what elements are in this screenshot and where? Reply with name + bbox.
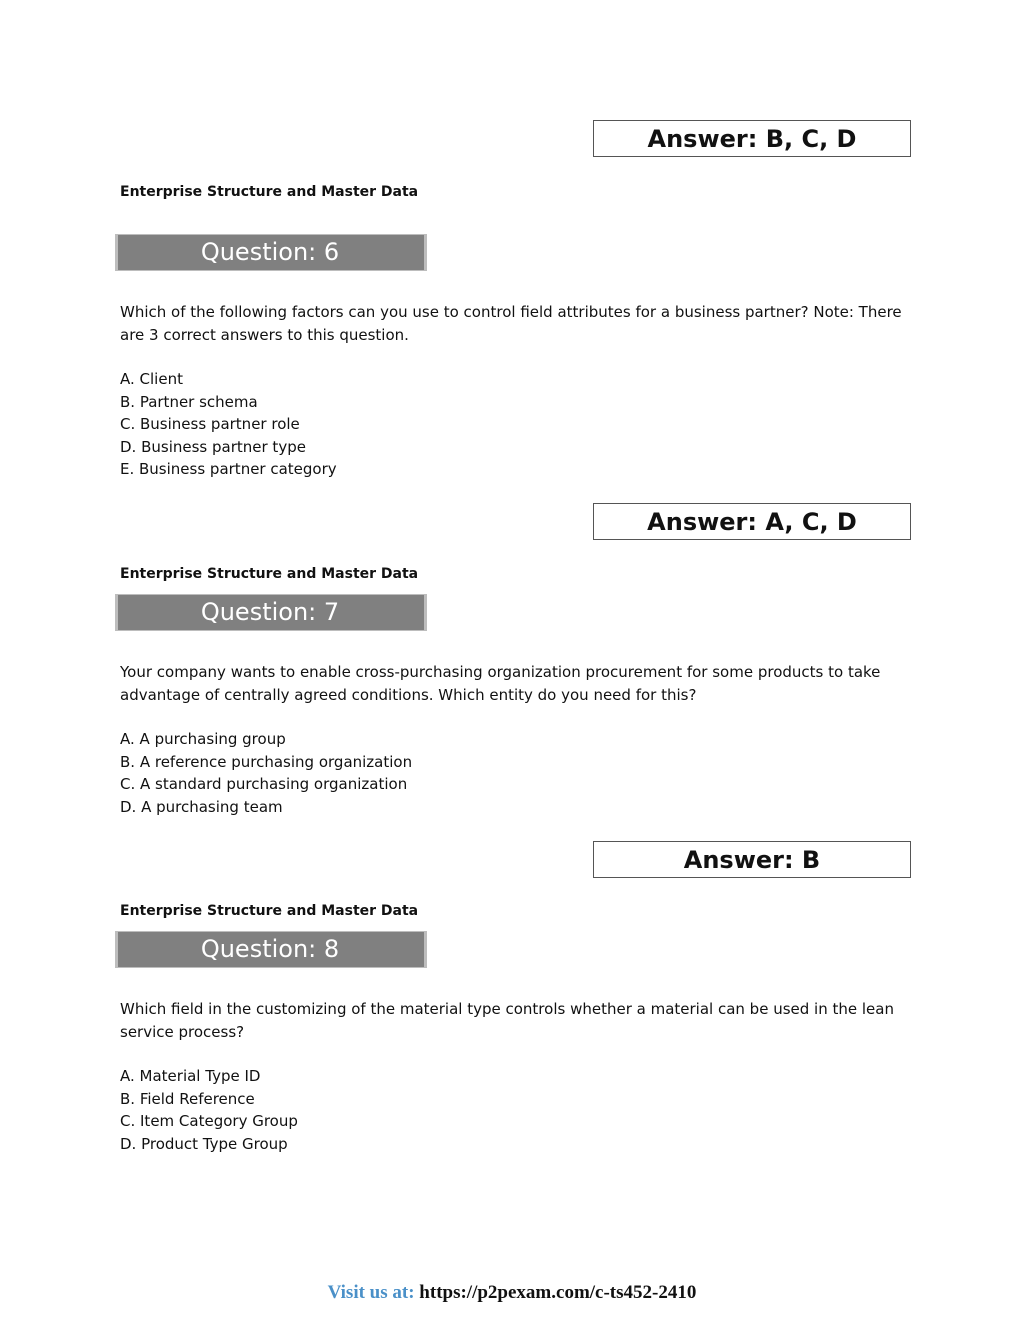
option-item: D. Product Type Group [120, 1134, 288, 1153]
question-label: Question: 6 [200, 238, 340, 266]
question-text [120, 301, 920, 346]
option-item: C. Business partner role [120, 415, 300, 433]
question-text [120, 661, 920, 706]
answer-box: Answer: A, C, D [593, 503, 911, 540]
option-item: B. Partner schema [120, 392, 258, 411]
footer-visit-label: Visit us at: [327, 1282, 415, 1303]
question-label: Question: 7 [200, 598, 340, 626]
option-item: A. Client [120, 370, 183, 388]
option-item: E. Business partner category [120, 460, 337, 478]
question-banner [115, 931, 427, 968]
options-list [120, 368, 337, 481]
section-label: Enterprise Structure and Master Data [120, 903, 419, 919]
section-label: Enterprise Structure and Master Data [120, 566, 419, 582]
footer-url-link[interactable]: https://p2pexam.com/c-ts452-2410 [419, 1282, 697, 1303]
question-label: Question: 8 [200, 935, 340, 963]
answer-box: Answer: B, C, D [593, 120, 911, 157]
option-item: C. Item Category Group [120, 1112, 298, 1130]
option-item: D. A purchasing team [120, 797, 283, 816]
options-list [120, 1065, 298, 1155]
option-item: B. Field Reference [120, 1089, 255, 1108]
question-text [120, 998, 920, 1043]
question-banner [115, 234, 427, 271]
option-item: B. A reference purchasing organization [120, 752, 413, 771]
footer [0, 1282, 1024, 1304]
section-label: Enterprise Structure and Master Data [120, 184, 419, 200]
option-item: A. Material Type ID [120, 1067, 261, 1085]
option-item: A. A purchasing group [120, 730, 286, 748]
option-item: D. Business partner type [120, 437, 306, 456]
question-text-body: Which of the following factors can you use to control field attributes for a business partner? Note: There are 3 correct answers to this question. [120, 303, 902, 344]
question-banner [115, 594, 427, 631]
answer-box: Answer: B [593, 841, 911, 878]
option-item: C. A standard purchasing organization [120, 775, 408, 793]
question-text-body: Your company wants to enable cross-purchasing organization procurement for some products to take advantage of centrally agreed conditions. Which entity do you need for this? [120, 663, 881, 704]
question-text-body: Which field in the customizing of the material type controls whether a material can be used in the lean service process? [120, 1000, 894, 1041]
options-list [120, 728, 412, 818]
